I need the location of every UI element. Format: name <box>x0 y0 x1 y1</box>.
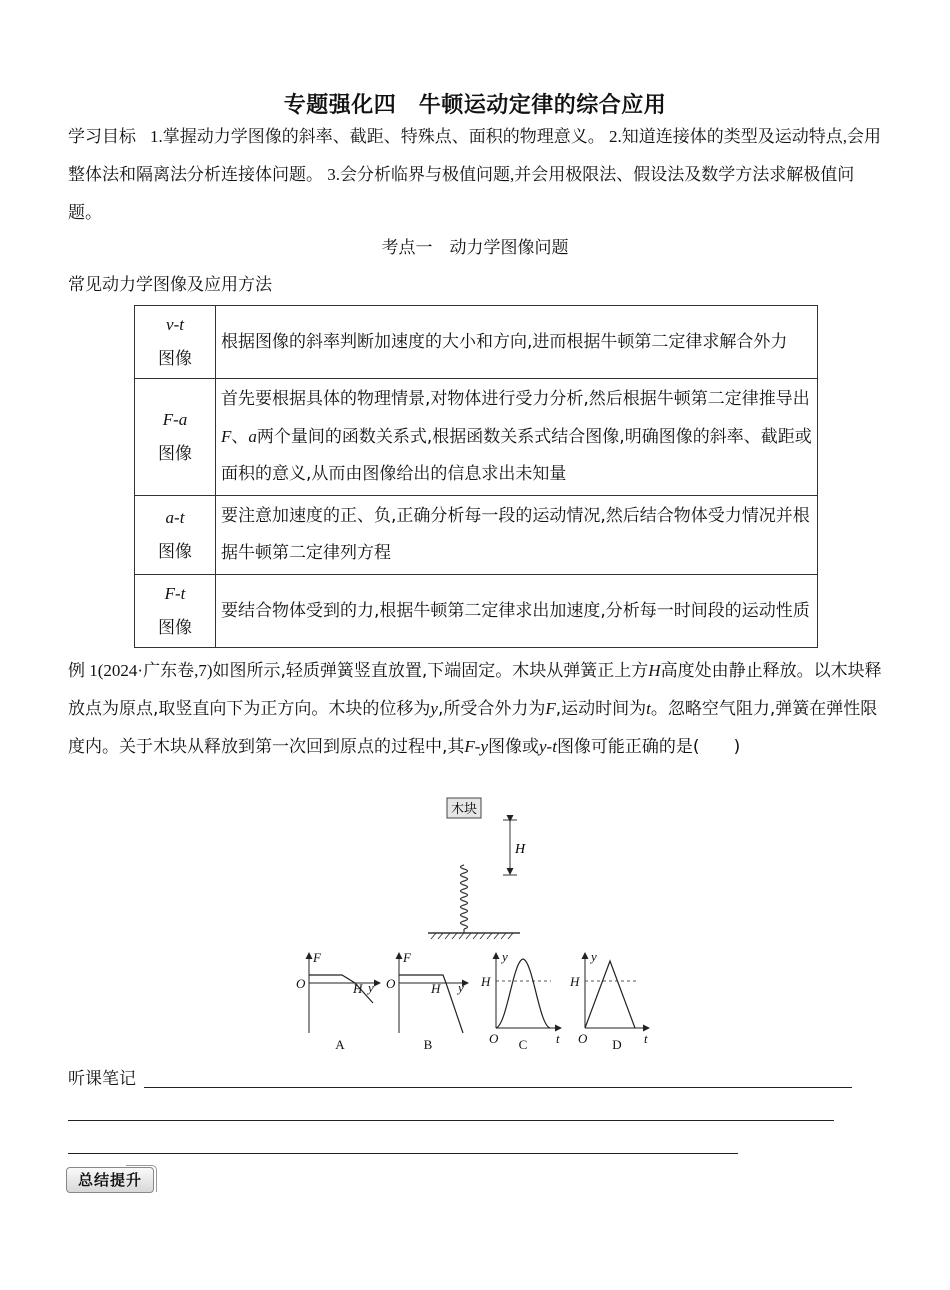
graph-word: 图像 <box>158 618 192 638</box>
graph-a-y-label: y <box>368 980 374 995</box>
subheading: 常见动力学图像及应用方法 <box>68 275 272 295</box>
desc-text: 、 <box>231 427 249 447</box>
option-c-label: C <box>518 1037 528 1052</box>
problem-text: 高度处由静止释放。以木块释放点为原点,取竖直向下为正方向。木块的位移为 <box>68 661 882 719</box>
graph-b-y-label: y <box>458 980 464 995</box>
methods-table <box>134 305 818 648</box>
problem-text: 如图所示,轻质弹簧竖直放置,下端固定。木块从弹簧正上方 <box>212 661 649 681</box>
row-key <box>135 575 216 648</box>
symbol-fy: F-y <box>464 737 488 756</box>
learning-goals-label: 学习目标 <box>68 127 136 147</box>
graph-word: 图像 <box>158 349 192 369</box>
symbol-yt: y-t <box>539 737 557 756</box>
problem-text: 图像或 <box>488 737 539 757</box>
option-b-label: B <box>423 1037 433 1052</box>
graph-c-h-mark: H <box>481 974 491 989</box>
notes-label: 听课笔记 <box>68 1069 136 1089</box>
desc-text: 首先要根据具体的物理情景,对物体进行受力分析,然后根据牛顿第二定律推导出 <box>221 389 810 409</box>
problem-text: ,所受合外力为 <box>437 699 546 719</box>
problem-text: 。忽略空气阻力,弹簧在弹性限度内。关于木块从释放到第一次回到原点的过程中,其 <box>68 699 878 757</box>
notes-line-2[interactable] <box>68 1120 834 1121</box>
option-a-label: A <box>335 1037 345 1052</box>
problem-text: ,运动时间为 <box>555 699 647 719</box>
graph-symbol: v-t <box>166 315 184 334</box>
graph-a-f-label: F <box>313 950 321 965</box>
height-label: H <box>515 842 526 857</box>
spring-icon <box>461 865 468 929</box>
notes-line-3[interactable] <box>68 1153 738 1154</box>
graph-word: 图像 <box>158 444 192 464</box>
graph-symbol: F-t <box>164 584 186 603</box>
problem-text: 图像可能正确的是( ) <box>556 737 741 757</box>
symbol-h: H <box>648 661 661 680</box>
symbol-f: F <box>545 699 556 718</box>
row-description: 要结合物体受到的力,根据牛顿第二定律求出加速度,分析每一时间段的运动性质 <box>216 575 818 648</box>
summary-badge: 总结提升 <box>66 1167 154 1193</box>
row-description <box>216 379 818 496</box>
graph-b-f-label: F <box>403 950 411 965</box>
example-problem <box>68 652 883 766</box>
graph-symbol: F-a <box>162 410 188 429</box>
row-description: 要注意加速度的正、负,正确分析每一段的运动情况,然后结合物体受力情况并根据牛顿第二定律列方程 <box>216 496 818 575</box>
row-key <box>135 306 216 379</box>
graph-a-curve <box>309 975 373 1003</box>
graph-b-h-mark: H <box>431 981 441 996</box>
symbol-y: y <box>430 699 438 718</box>
graph-c-curve <box>496 959 550 1028</box>
learning-goals-text: 1.掌握动力学图像的斜率、截距、特殊点、面积的物理意义。 2.知道连接体的类型及运动特点,会用整体法和隔离法分析连接体问题。 3.会分析临界与极值问题,并会用极限法、假设法及数学方法求解极值问题。 <box>68 127 881 222</box>
table-row <box>135 306 818 379</box>
spring-apparatus <box>428 798 526 939</box>
graph-d-curve <box>585 961 635 1028</box>
row-description: 根据图像的斜率判断加速度的大小和方向,进而根据牛顿第二定律求解合外力 <box>216 306 818 379</box>
example-label: 例 1 <box>68 661 98 680</box>
graph-a <box>296 950 380 1052</box>
graph-b-origin: O <box>386 976 396 991</box>
desc-text: 两个量间的函数关系式,根据函数关系式结合图像,明确图像的斜率、截距或面积的意义,从而由图像给出的信息求出未知量 <box>221 427 812 484</box>
graph-d-y-label: y <box>591 949 597 964</box>
symbol-a: a <box>248 427 257 446</box>
graph-c <box>480 949 561 1052</box>
graph-d-origin: O <box>578 1031 588 1046</box>
graph-a-origin: O <box>296 976 306 991</box>
table-row <box>135 496 818 575</box>
graph-word: 图像 <box>158 542 192 562</box>
graph-c-y-label: y <box>502 949 508 964</box>
learning-goals <box>68 118 883 232</box>
graph-c-origin: O <box>489 1031 499 1046</box>
row-key <box>135 496 216 575</box>
graph-b <box>386 950 468 1052</box>
example-figure <box>285 793 665 1055</box>
table-row <box>135 379 818 496</box>
symbol-f: F <box>221 427 232 446</box>
block-label: 木块 <box>450 802 478 817</box>
option-d-label: D <box>612 1037 622 1052</box>
notes-line-1[interactable] <box>144 1087 852 1088</box>
symbol-t: t <box>646 699 651 718</box>
page-title: 专题强化四 牛顿运动定律的综合应用 <box>283 93 667 118</box>
graph-a-h-mark: H <box>353 981 363 996</box>
graph-symbol: a-t <box>165 508 185 527</box>
section-heading: 考点一 动力学图像问题 <box>381 238 569 258</box>
graph-d-t-label: t <box>644 1031 648 1046</box>
table-row <box>135 575 818 648</box>
row-key <box>135 379 216 496</box>
example-source: (2024·广东卷,7) <box>97 661 213 680</box>
graph-d-h-mark: H <box>570 974 580 989</box>
graph-c-t-label: t <box>556 1031 560 1046</box>
graph-d <box>569 949 649 1052</box>
ground-hatch <box>431 933 513 939</box>
